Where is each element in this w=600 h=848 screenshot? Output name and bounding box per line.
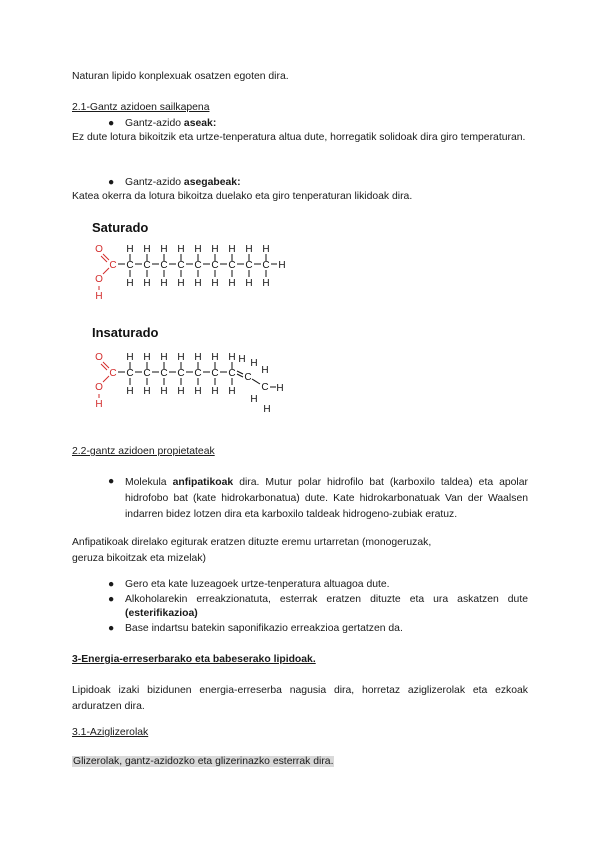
hydrogen-atom: H <box>250 358 258 369</box>
carbon-atom: C <box>228 260 236 271</box>
hydrogen-atom: H <box>211 244 219 255</box>
bullet-melting-point <box>108 578 528 593</box>
section-3-1-heading: 3.1-Aziglizerolak <box>72 727 149 738</box>
hydrogen-atom: H <box>211 278 219 289</box>
bullet-saponification <box>108 622 528 637</box>
hydrogen-atom: H <box>245 278 253 289</box>
hydrogen-atom: H <box>194 386 202 397</box>
unsaturated-label: Insaturado <box>92 325 159 340</box>
amphipathic-prefix: Molekula <box>125 477 173 488</box>
carbon-atom: C <box>143 260 151 271</box>
hydrogen-atom: H <box>177 386 185 397</box>
highlighted-definition <box>72 755 528 770</box>
carbon-atom: C <box>194 368 202 379</box>
hydrogen-atom: H <box>95 399 103 410</box>
saponification-text: Base indartsu batekin saponifikazio erreakzioa gertatzen da. <box>125 623 403 634</box>
bullet-saturated-prefix: Gantz-azido <box>125 118 184 129</box>
esterification-term: (esterifikazioa) <box>125 608 198 619</box>
bullet-dot: ● <box>108 476 115 487</box>
section-2-2-heading: 2.2-gantz azidoen propietateak <box>72 446 215 457</box>
oxygen-atom: O <box>95 244 103 255</box>
bullet-saturated <box>108 117 528 132</box>
hydrogen-atom: H <box>160 278 168 289</box>
oxygen-atom: O <box>95 382 103 393</box>
fatty-acid-structure-figure <box>82 212 322 412</box>
carbon-atom: C <box>126 260 134 271</box>
carbon-atom: C <box>109 368 117 379</box>
hydrogen-atom: H <box>177 244 185 255</box>
hydrogen-atom: H <box>194 352 202 363</box>
hydrogen-atom: H <box>126 352 134 363</box>
carbon-atom: C <box>177 260 185 271</box>
saturated-description: Ez dute lotura bikoitzik eta urtze-tenperatura altua dute, horregatik solidoak dira giro temperaturan. <box>72 132 526 143</box>
hydrogen-atom: H <box>95 291 103 302</box>
hydrogen-atom: H <box>250 394 258 405</box>
carbon-atom: C <box>160 260 168 271</box>
bullet-unsaturated <box>108 176 528 191</box>
energy-reserve-paragraph: Lipidoak izaki bizidunen energia-erreserba nagusia dira, horretaz aziglizerolak eta ezkoak arduratzen dira. <box>72 685 528 712</box>
carbon-atom: C <box>143 368 151 379</box>
hydrogen-atom: H <box>160 386 168 397</box>
hydrogen-atom: H <box>126 386 134 397</box>
bullet-dot: ● <box>108 118 115 129</box>
hydrogen-atom: H <box>276 383 284 394</box>
hydrogen-atom: H <box>143 386 151 397</box>
bullet-dot: ● <box>108 177 115 188</box>
bullet-unsaturated-term: asegabeak: <box>183 177 241 188</box>
bullet-unsaturated-prefix: Gantz-azido <box>125 177 184 188</box>
bond-line <box>252 379 260 384</box>
bond-line <box>103 268 109 274</box>
carbon-atom: C <box>211 368 219 379</box>
hydrogen-atom: H <box>177 352 185 363</box>
hydrogen-atom: H <box>263 404 271 412</box>
amphipathic-term: anfipatikoak <box>172 477 234 488</box>
hydrogen-atom: H <box>262 278 270 289</box>
hydrogen-atom: H <box>211 386 219 397</box>
carbon-atom: C <box>245 260 253 271</box>
oxygen-atom: O <box>95 274 103 285</box>
hydrogen-atom: H <box>228 352 236 363</box>
saturated-label: Saturado <box>92 220 149 235</box>
intro-text: Naturan lipido konplexuak osatzen egoten dira. <box>72 71 289 82</box>
bullet-esterification <box>108 593 528 623</box>
section-2-1-heading: 2.1-Gantz azidoen sailkapena <box>72 102 210 113</box>
esterification-text: Alkoholarekin erreakzionatuta, esterrak eratzen dituzte eta ura askatzen dute <box>125 594 528 605</box>
oxygen-atom: O <box>95 352 103 363</box>
hydrogen-atom: H <box>194 278 202 289</box>
hydrogen-atom: H <box>126 278 134 289</box>
highlighted-definition-text: Glizerolak, gantz-azidozko eta glizerinazko esterrak dira. <box>73 756 334 767</box>
amphipathic-rest: dira. Mutur polar hidrofilo bat (karboxilo taldea) eta apolar hidrofobo bat (kate hidrokarbonatua) dute. Kate hidrokarbonatuak Van der Waalsen indarren bidez lotzen dira eta karboxilo taldeak hidrogeno-zubiak eratuz. <box>125 477 528 520</box>
melting-point-text: Gero eta kate luzeagoek urtze-tenperatura altuagoa dute. <box>125 579 390 590</box>
carbon-atom: C <box>160 368 168 379</box>
saturated-molecule <box>95 244 286 302</box>
bullet-dot: ● <box>108 579 115 590</box>
carbon-atom: C <box>244 372 252 383</box>
carbon-atom: C <box>126 368 134 379</box>
hydrogen-atom: H <box>228 278 236 289</box>
section-3-heading: 3-Energia-erreserbarako eta babeserako lipidoak. <box>72 654 316 665</box>
carbon-atom: C <box>211 260 219 271</box>
hydrogen-atom: H <box>278 260 286 271</box>
hydrogen-atom: H <box>194 244 202 255</box>
structures-paragraph: Anfipatikoak direlako egiturak eratzen dituzte eremu urtarretan (monogeruzak, geruza bikoitzak eta mizelak) <box>72 537 432 564</box>
hydrogen-atom: H <box>211 352 219 363</box>
hydrogen-atom: H <box>238 354 246 365</box>
hydrogen-atom: H <box>143 278 151 289</box>
bullet-saturated-term: aseak: <box>183 118 217 129</box>
hydrogen-atom: H <box>177 278 185 289</box>
hydrogen-atom: H <box>245 244 253 255</box>
bullet-dot: ● <box>108 623 115 634</box>
carbon-atom: C <box>194 260 202 271</box>
unsaturated-molecule <box>95 352 284 412</box>
carbon-atom: C <box>177 368 185 379</box>
hydrogen-atom: H <box>228 244 236 255</box>
carbon-atom: C <box>109 260 117 271</box>
carbon-atom: C <box>228 368 236 379</box>
hydrogen-atom: H <box>261 365 269 376</box>
hydrogen-atom: H <box>160 244 168 255</box>
bullet-dot: ● <box>108 594 115 605</box>
carbon-atom: C <box>261 382 269 393</box>
carbon-atom: C <box>262 260 270 271</box>
hydrogen-atom: H <box>143 352 151 363</box>
hydrogen-atom: H <box>143 244 151 255</box>
hydrogen-atom: H <box>160 352 168 363</box>
bond-line <box>103 376 109 382</box>
bond-line <box>237 374 243 377</box>
unsaturated-description: Katea okerra da lotura bikoitza duelako eta giro tenperaturan likidoak dira. <box>72 191 413 202</box>
hydrogen-atom: H <box>228 386 236 397</box>
hydrogen-atom: H <box>262 244 270 255</box>
hydrogen-atom: H <box>126 244 134 255</box>
bond-line <box>237 371 243 374</box>
